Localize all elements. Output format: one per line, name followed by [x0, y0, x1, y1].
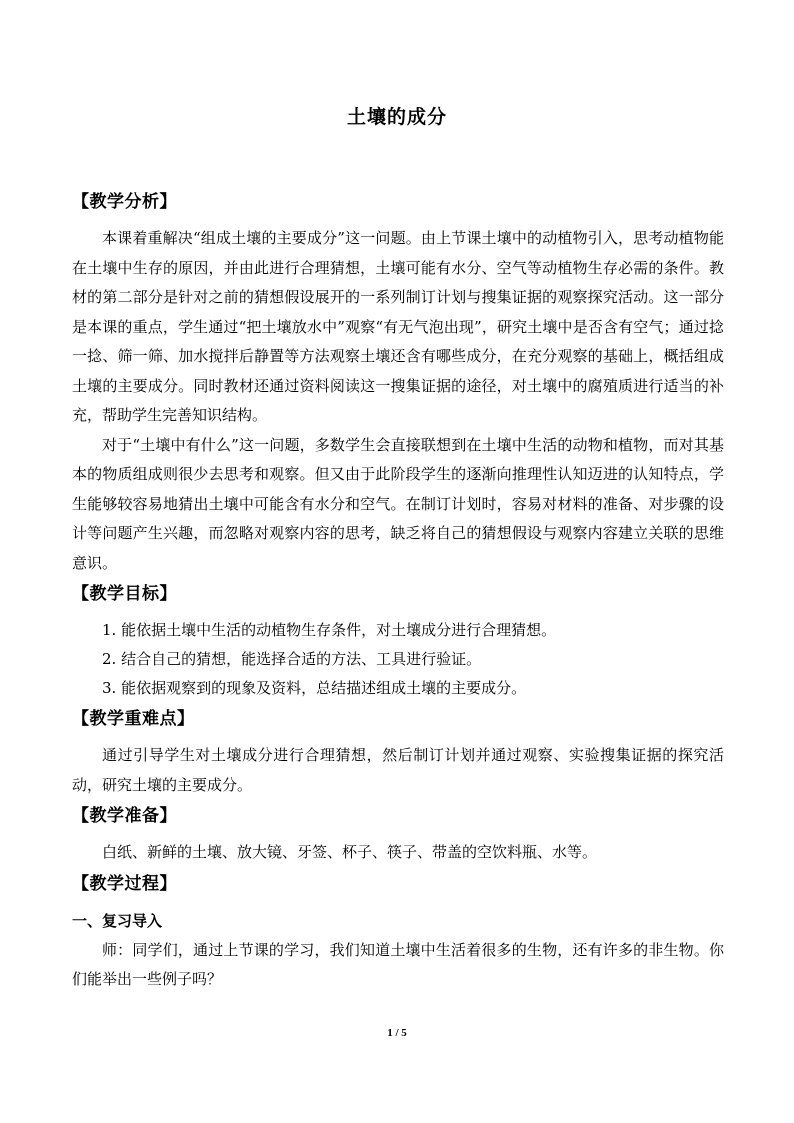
goal-item-1: 1. 能依据土壤中生活的动植物生存条件，对土壤成分进行合理猜想。 [102, 621, 557, 639]
key-points-paragraph: 通过引导学生对土壤成分进行合理猜想，然后制订计划并通过观察、实验搜集证据的探究活动，研究土壤的主要成分。 [72, 746, 724, 794]
section-heading-analysis: 【教学分析】 [72, 192, 177, 212]
preparation-paragraph: 白纸、新鲜的土壤、放大镜、牙签、杯子、筷子、带盖的空饮料瓶、水等。 [102, 843, 598, 861]
analysis-paragraph-2: 对于“土壤中有什么”这一问题，多数学生会直接联想到在土壤中生活的动物和植物，而对其基本的物质组成则很少去思考和观察。但又由于此阶段学生的逐渐向推理性认知迈进的认知特点，学生能够较容易地猜出土壤中可能含有水分和空气。在制订计划时，容易对材料的准备、对步骤的设计等问题产生兴趣，而忽略对观察内容的思考，缺乏将自己的猜想假设与观察内容建立关联的思维意识。 [72, 435, 724, 572]
section-heading-key-points: 【教学重难点】 [72, 709, 195, 729]
goal-item-2: 2. 结合自己的猜想，能选择合适的方法、工具进行验证。 [102, 650, 482, 668]
process-subheading: 一、复习导入 [72, 911, 163, 930]
document-body [72, 186, 724, 995]
goal-item-3: 3. 能依据观察到的现象及资料，总结描述组成土壤的主要成分。 [102, 679, 527, 697]
section-heading-preparation: 【教学准备】 [72, 806, 177, 826]
section-heading-process: 【教学过程】 [72, 873, 177, 894]
page-number: 1 / 5 [387, 1027, 407, 1039]
document-title: 土壤的成分 [346, 106, 447, 128]
section-heading-goals: 【教学目标】 [72, 584, 177, 604]
analysis-paragraph-1: 本课着重解决“组成土壤的主要成分”这一问题。由上节课土壤中的动植物引入，思考动植物能在土壤中生存的原因，并由此进行合理猜想，土壤可能有水分、空气等动植物生存必需的条件。教材的第二部分是针对之前的猜想假设展开的一系列制订计划与搜集证据的观察探究活动。这一部分是本课的重点，学生通过“把土壤放水中”观察“有无气泡出现”，研究土壤中是否含有空气；通过捻一捻、筛一筛、加水搅拌后静置等方法观察土壤还含有哪些成分，在充分观察的基础上，概括组成土壤的主要成分。同时教材还通过资料阅读这一搜集证据的途径，对土壤中的腐殖质进行适当的补充，帮助学生完善知识结构。 [72, 229, 724, 424]
process-paragraph: 师：同学们，通过上节课的学习，我们知道土壤中生活着很多的生物，还有许多的非生物。你们能举出一些例子吗？ [72, 940, 724, 988]
